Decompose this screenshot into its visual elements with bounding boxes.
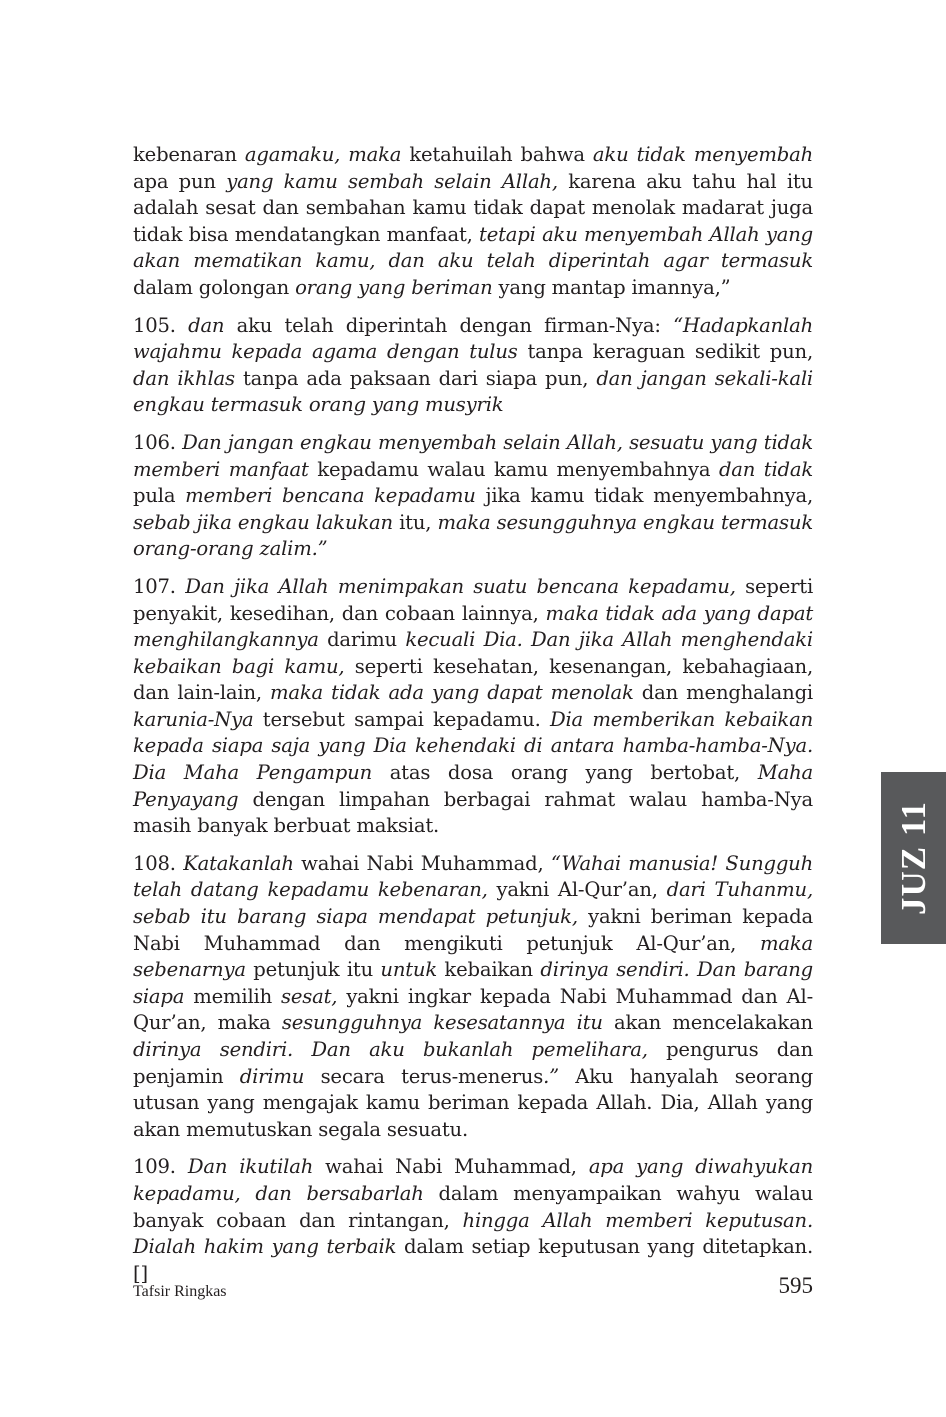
- text-segment: karena aku tahu hal itu adalah sesat dan sembahan kamu tidak dapat menolak madarat juga tidak bisa mendatangkan manfaat,: [133, 169, 813, 246]
- italic-text: yang kamu sembah selain Allah,: [226, 169, 558, 193]
- paragraph: [133, 851, 813, 1144]
- italic-text: maka sebenarnya: [133, 931, 813, 982]
- text-segment: 107.: [133, 574, 186, 598]
- italic-text: Dan ikutilah: [187, 1155, 314, 1179]
- italic-text: sebab jika engkau lakukan: [133, 510, 393, 534]
- italic-text: .”: [543, 1064, 559, 1088]
- text-segment: pula: [133, 484, 186, 508]
- text-segment: kebenaran: [133, 143, 245, 166]
- text-segment: ketahuilah bahwa: [401, 143, 593, 166]
- italic-text: “Hadapkanlah wajahmu kepada agama dengan tulus: [133, 313, 813, 364]
- italic-text: dan tidak: [718, 457, 814, 481]
- italic-text: untuk: [380, 958, 438, 982]
- text-segment: tanpa keraguan sedikit pun,: [517, 340, 813, 364]
- italic-text: Dan jangan engkau menyembah selain Allah, sesuatu yang tidak memberi manfaat: [133, 430, 814, 481]
- text-segment: seperti kesehatan, kesenangan, kebahagiaan, dan lain-lain,: [133, 654, 813, 705]
- text-segment: petunjuk itu: [245, 958, 381, 982]
- text-segment: 106.: [133, 430, 183, 454]
- italic-text: karunia-Nya: [133, 707, 254, 731]
- italic-text: dirimu: [239, 1064, 305, 1088]
- italic-text: aku tidak menyembah: [592, 143, 813, 166]
- italic-text: sesungguhnya kesesatannya itu: [281, 1011, 603, 1035]
- juz-label: JUZ 11: [893, 801, 933, 915]
- juz-tab: [881, 772, 946, 944]
- italic-text: apa yang diwahyukan kepadamu, dan bersabarlah: [133, 1155, 814, 1205]
- text-segment: tersebut sampai kepadamu.: [253, 707, 550, 731]
- text-segment: secara terus-menerus: [304, 1064, 544, 1088]
- italic-text: dirinya sendiri. Dan barang siapa: [133, 958, 813, 1008]
- italic-text: orang yang beriman: [295, 275, 493, 299]
- italic-text: Maha Penyayang: [133, 761, 813, 811]
- text-segment: kepadamu walau kamu menyembahnya: [308, 457, 719, 481]
- body-text: [133, 142, 813, 1287]
- italic-text: Katakanlah: [183, 851, 294, 875]
- text-segment: 109.: [133, 1155, 188, 1179]
- text-segment: kebaikan: [437, 958, 541, 982]
- text-segment: wahai Nabi Muhammad,: [293, 851, 551, 875]
- text-segment: apa pun: [133, 169, 227, 193]
- italic-text: tetapi aku menyembah Allah yang akan mematikan kamu, dan aku telah diperintah agar termasuk: [133, 222, 813, 273]
- text-segment: yakni ingkar kepada Nabi Muhammad dan Al-Qur’an, maka: [133, 984, 813, 1035]
- italic-text: dari Tuhanmu, sebab itu barang siapa mendapat petunjuk,: [133, 878, 813, 929]
- paragraph: [133, 1154, 813, 1287]
- italic-text: sesat,: [281, 984, 338, 1008]
- text-segment: memilih: [184, 984, 282, 1008]
- text-segment: dalam menyampaikan wahyu walau banyak cobaan dan rintangan,: [133, 1181, 813, 1232]
- paragraph: [133, 313, 813, 419]
- italic-text: dan: [188, 313, 225, 337]
- text-segment: yakni beriman kepada Nabi Muhammad dan mengikuti petunjuk Al-Qur’an,: [133, 905, 813, 955]
- text-segment: dengan limpahan berbagai rahmat walau hamba-Nya masih banyak berbuat maksiat.: [133, 787, 813, 838]
- text-segment: atas dosa orang yang bertobat,: [372, 761, 758, 785]
- italic-text: agamaku, maka: [244, 143, 402, 166]
- text-segment: akan mencelakakan: [602, 1011, 813, 1035]
- text-segment: pengurus dan penjamin: [133, 1038, 813, 1088]
- italic-text: “Wahai manusia! Sungguh telah datang kepadamu kebenaran,: [133, 851, 814, 902]
- text-segment: aku telah diperintah dengan firman-Nya:: [224, 313, 674, 337]
- text-segment: tanpa ada paksaan dari siapa pun,: [234, 366, 597, 390]
- text-segment: dan menghalangi: [633, 681, 813, 705]
- text-segment: 108.: [133, 851, 184, 875]
- italic-text: maka tidak ada yang dapat menghilangkannya: [133, 601, 814, 652]
- italic-text: memberi bencana kepadamu: [185, 484, 476, 508]
- footer-book-title: Tafsir Ringkas: [133, 1283, 227, 1300]
- paragraph: [133, 574, 813, 840]
- text-segment: dalam golongan: [133, 275, 296, 299]
- text-segment: seperti penyakit, kesedihan, dan cobaan lainnya,: [133, 574, 814, 625]
- italic-text: Dia memberikan kebaikan kepada siapa saja yang Dia kehendaki di antara hamba-hamba-Nya. Dia Maha Pengampun: [133, 707, 813, 785]
- text-segment: 105.: [133, 313, 189, 337]
- text-segment: darimu: [318, 628, 406, 652]
- text-segment: dalam setiap keputusan yang ditetapkan. []: [133, 1235, 813, 1285]
- text-segment: itu,: [392, 510, 438, 534]
- text-segment: jika kamu tidak menyembahnya,: [475, 484, 813, 508]
- footer-page-number: 595: [778, 1273, 813, 1298]
- italic-text: hingga Allah memberi keputusan. Dialah hakim yang terbaik: [133, 1208, 813, 1259]
- italic-text: dan ikhlas: [133, 366, 235, 390]
- italic-text: Dan jika Allah menimpakan suatu bencana kepadamu,: [185, 574, 736, 598]
- italic-text: dirinya sendiri. Dan aku bukanlah pemelihara,: [133, 1038, 648, 1061]
- paragraph: [133, 142, 813, 302]
- text-segment: yakni Al-Qur’an,: [487, 878, 667, 902]
- text-segment: yang mantap imannya,”: [492, 275, 731, 299]
- paragraph: [133, 430, 813, 563]
- text-segment: wahai Nabi Muhammad,: [313, 1155, 589, 1179]
- text-segment: Aku hanyalah seorang utusan yang mengajak kamu beriman kepada Allah. Dia, Allah yang akan memutuskan segala sesuatu.: [133, 1064, 813, 1141]
- italic-text: dan jangan sekali-kali engkau termasuk orang yang musyrik: [133, 366, 813, 417]
- italic-text: maka tidak ada yang dapat menolak: [270, 681, 634, 705]
- italic-text: kecuali Dia. Dan jika Allah menghendaki kebaikan bagi kamu,: [133, 628, 813, 678]
- italic-text: maka sesungguhnya engkau termasuk orang-orang zalim.”: [133, 510, 813, 561]
